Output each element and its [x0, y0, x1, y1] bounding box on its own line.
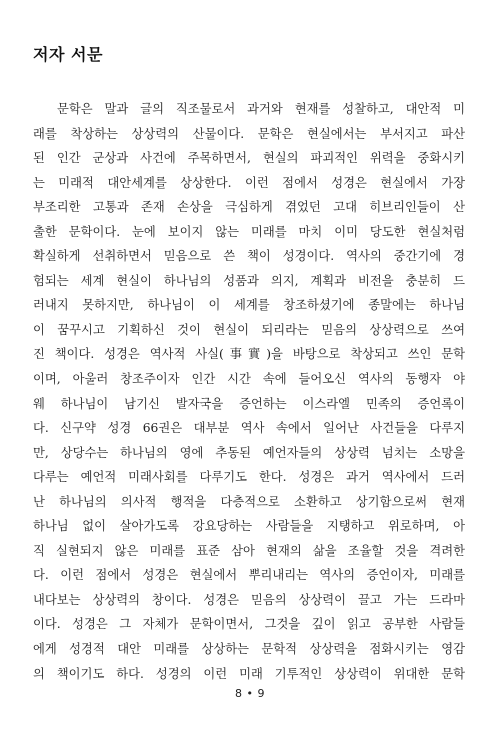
text-line: 확실하게 선취하면서 믿음으로 쓴 책이 성경이다. 역사의 중간기에 경 [33, 249, 465, 264]
page-heading: 저자 서문 [33, 45, 103, 64]
text-line: 의 책이기도 하다. 성경의 이런 미래 기투적인 상상력이 위대한 문학 [33, 666, 465, 681]
page-number: 8 • 9 [235, 687, 265, 700]
text-line: 부조리한 고통과 존재 손상을 극심하게 겪었던 고대 히브리인들이 산 [33, 200, 465, 215]
text-line: 출한 문학이다. 눈에 보이지 않는 미래를 마치 이미 당도한 현실처럼 [33, 224, 465, 239]
text-line: 하나님 없이 살아가도록 강요당하는 사람들을 지탱하고 위로하며, 아 [33, 519, 465, 534]
text-line: 웨 하나님이 남기신 발자국을 증언하는 이스라엘 민족의 증언록이 [33, 396, 465, 411]
text-line: 다. 이런 점에서 성경은 현실에서 뿌리내리는 역사의 증언이자, 미래를 [33, 568, 465, 583]
text-line: 만, 상당수는 하나님의 영에 추동된 예언자들의 상상력 넘치는 소망을 [33, 445, 465, 460]
text-line: 진 책이다. 성경은 역사적 사실(事實)을 바탕으로 착상되고 쓰인 문학 [33, 347, 465, 362]
text-line: 러내지 못하지만, 하나님이 이 세계를 창조하셨기에 종말에는 하나님 [33, 298, 465, 313]
text-line: 난 하나님의 의사적 행적을 다층적으로 소환하고 상기함으로써 현재 [33, 494, 465, 509]
text-line: 험되는 세계 현실이 하나님의 성품과 의지, 계획과 비전을 충분히 드 [33, 273, 465, 288]
text-line: 직 실현되지 않은 미래를 표준 삼아 현재의 삶을 조율할 것을 격려한 [33, 543, 465, 558]
text-line: 내다보는 상상력의 창이다. 성경은 믿음의 상상력이 끌고 가는 드라마 [33, 592, 465, 607]
text-line: 이다. 성경은 그 자체가 문학이면서, 그것을 깊이 읽고 공부한 사람들 [33, 617, 465, 632]
text-line: 는 미래적 대안세계를 상상한다. 이런 점에서 성경은 현실에서 가장 [33, 175, 465, 190]
text-line: 다루는 예언적 미래사회를 다루기도 한다. 성경은 과거 역사에서 드러 [33, 470, 465, 485]
text-line: 다. 신구약 성경 66권은 대부분 역사 속에서 일어난 사건들을 다루지 [33, 421, 465, 436]
body-paragraph [33, 97, 465, 686]
text-line: 에게 성경적 대안 미래를 상상하는 문학적 상상력을 점화시키는 영감 [33, 642, 465, 657]
text-line: 문학은 말과 글의 직조물로서 과거와 현재를 성찰하고, 대안적 미 [57, 102, 465, 116]
text-line: 이 꿈꾸시고 기획하신 것이 현실이 되리라는 믿음의 상상력으로 쓰여 [33, 322, 465, 337]
text-line: 이며, 아울러 창조주이자 인간 시간 속에 들어오신 역사의 동행자 야 [33, 372, 465, 387]
text-line: 된 인간 군상과 사건에 주목하면서, 현실의 파괴적인 위력을 중화시키 [33, 151, 465, 166]
text-line: 래를 착상하는 상상력의 산물이다. 문학은 현실에서는 부서지고 파산 [33, 126, 465, 141]
